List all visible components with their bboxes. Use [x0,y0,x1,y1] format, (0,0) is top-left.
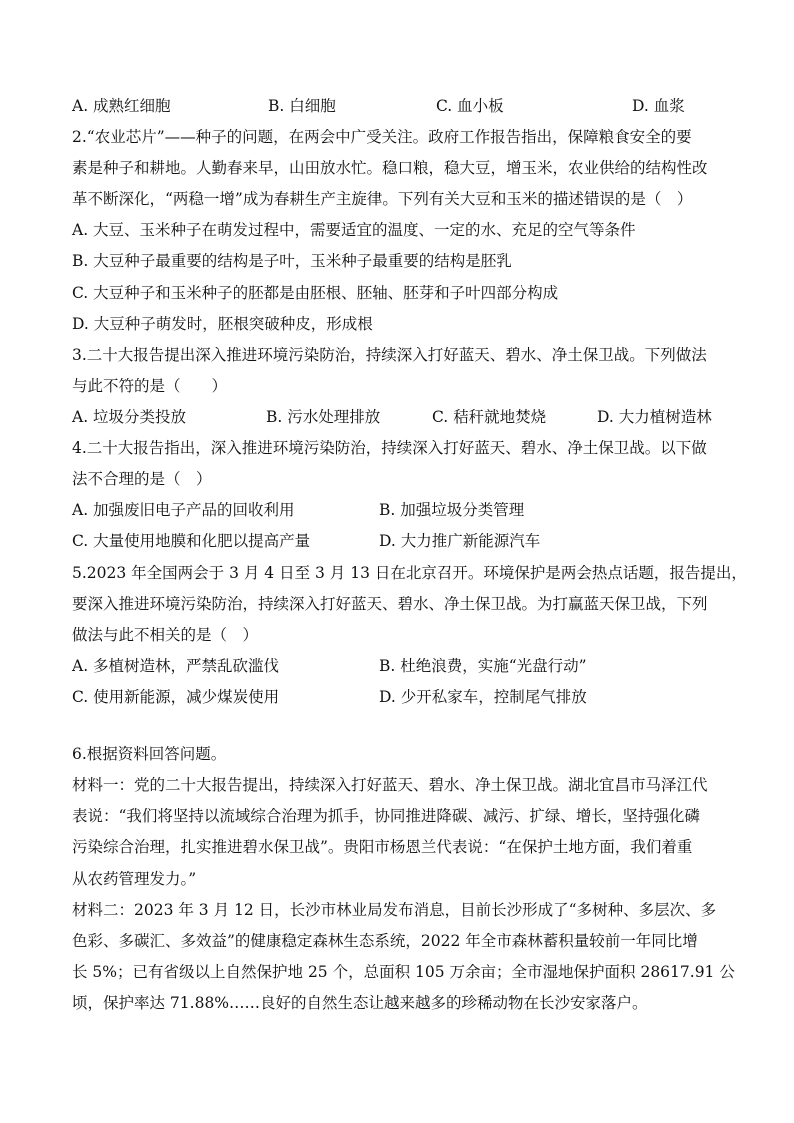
q3-option-c: C. 秸秆就地焚烧 [432,408,547,426]
q6-material2-line: 长 5%；已有省级以上自然保护地 25 个，总面积 105 万余亩；全市湿地保护面积 28617.91 公 [72,963,735,981]
q4-option-a: A. 加强废旧电子产品的回收利用 [72,501,295,519]
q2-option-c: C. 大豆种子和玉米种子的胚都是由胚根、胚轴、胚芽和子叶四部分构成 [72,284,559,302]
q3-option-b: B. 污水处理排放 [266,408,381,426]
q4-option-d: D. 大力推广新能源汽车 [379,532,541,550]
q3-option-d: D. 大力植树造林 [597,408,712,426]
q6-material1-line: 材料一：党的二十大报告提出，持续深入打好蓝天、碧水、净土保卫战。湖北宜昌市马泽江代 [72,776,708,794]
q2-stem-line: 素是种子和耕地。人勤春来早，山田放水忙。稳口粮，稳大豆，增玉米，农业供给的结构性改 [72,159,708,177]
q3-option-a: A. 垃圾分类投放 [72,408,187,426]
q5-option-d: D. 少开私家车，控制尾气排放 [379,688,587,706]
q1-option-c: C. 血小板 [436,97,504,115]
q6-material2-line: 顷，保护率达 71.88%……良好的自然生态让越来越多的珍稀动物在长沙安家落户。 [72,994,648,1012]
q6-material1-line: 表说：“我们将坚持以流域综合治理为抓手，协同推进降碳、减污、扩绿、增长，坚持强化磷 [72,807,700,825]
q5-option-b: B. 杜绝浪费，实施“光盘行动” [379,657,587,675]
q6-material1-line: 从农药管理发力。” [72,870,197,888]
q6-title: 6.根据资料回答问题。 [72,745,227,763]
q2-stem-line: 2.“农业芯片”——种子的问题，在两会中广受关注。政府工作报告指出，保障粮食安全的要 [72,128,692,146]
q6-material2-line: 材料二：2023 年 3 月 12 日，长沙市林业局发布消息，目前长沙形成了“多树种、多层次、多 [72,901,717,919]
q2-option-d: D. 大豆种子萌发时，胚根突破种皮，形成根 [72,315,373,333]
q2-option-a: A. 大豆、玉米种子在萌发过程中，需要适宜的温度、一定的水、充足的空气等条件 [72,221,636,239]
q3-stem-line: 3.二十大报告提出深入推进环境污染防治，持续深入打好蓝天、碧水、净土保卫战。下列做法 [72,346,707,364]
q4-option-b: B. 加强垃圾分类管理 [379,501,525,519]
q4-stem-line: 法不合理的是（ ） [72,470,212,488]
q6-material2-line: 色彩、多碳汇、多效益”的健康稳定森林生态系统，2022 年全市森林蓄积量较前一年同比增 [72,932,698,950]
q1-option-b: B. 白细胞 [268,97,336,115]
q5-stem-line: 5.2023 年全国两会于 3 月 4 日至 3 月 13 日在北京召开。环境保护是两会热点话题，报告提出， [72,564,747,582]
q2-option-b: B. 大豆种子最重要的结构是子叶，玉米种子最重要的结构是胚乳 [72,252,512,270]
q6-material1-line: 污染综合治理，扎实推进碧水保卫战”。贵阳市杨恩兰代表说：“在保护土地方面，我们着重 [72,838,693,856]
q5-option-c: C. 使用新能源，减少煤炭使用 [72,688,280,706]
q2-stem-line: 革不断深化，“两稳一增”成为春耕生产主旋律。下列有关大豆和玉米的描述错误的是（ ） [72,190,693,208]
q1-option-a: A. 成熟红细胞 [72,97,171,115]
q5-stem-line: 要深入推进环境污染防治，持续深入打好蓝天、碧水、净土保卫战。为打赢蓝天保卫战，下列 [72,595,708,613]
q4-option-c: C. 大量使用地膜和化肥以提高产量 [72,532,311,550]
q5-option-a: A. 多植树造林，严禁乱砍滥伐 [72,657,280,675]
q5-stem-line: 做法与此不相关的是（ ） [72,626,259,644]
q1-option-d: D. 血浆 [632,97,685,115]
q4-stem-line: 4.二十大报告指出，深入推进环境污染防治，持续深入打好蓝天、碧水、净土保卫战。以下做 [72,439,707,457]
q3-stem-line: 与此不符的是（ ） [72,377,228,395]
